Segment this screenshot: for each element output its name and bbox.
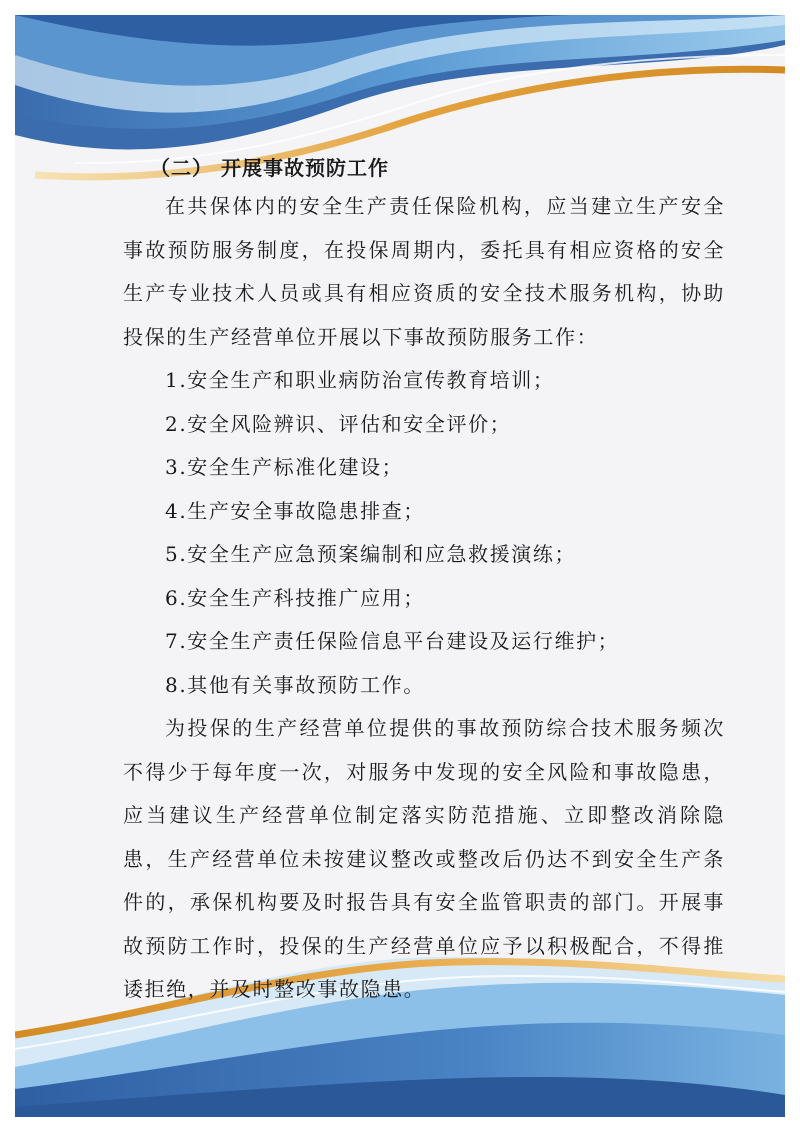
list-item: 2.安全风险辨识、评估和安全评价；: [165, 411, 512, 436]
list-item: 1.安全生产和职业病防治宣传教育培训；: [165, 368, 555, 392]
list-item: 5.安全生产应急预案编制和应急救援演练；: [165, 542, 577, 566]
closing-paragraph: 为投保的生产经营单位提供的事故预防综合技术服务频次不得少于每年度一次，对服务中发现的安全风险和事故隐患，应当建议生产经营单位制定落实防范措施、立即整改消除隐患，生产经营单位未按建议整改或整改后仍达不到安全生产条件的，承保机构要及时报告具有安全监管职责的部门。开展事故预防工作时，投保的生产经营单位应予以积极配合，不得推诿拒绝，并及时整改事故隐患。: [123, 716, 725, 1001]
section-heading: （二） 开展事故预防工作: [150, 156, 389, 180]
list-item: 8.其他有关事故预防工作。: [165, 672, 425, 697]
list-item: 7.安全生产责任保险信息平台建设及运行维护；: [165, 629, 620, 653]
service-list: [123, 359, 725, 707]
list-item: 3.安全生产标准化建设；: [165, 455, 404, 479]
document-page: [15, 15, 785, 1117]
intro-paragraph: 在共保体内的安全生产责任保险机构，应当建立生产安全事故预防服务制度，在投保周期内，委托具有相应资格的安全生产专业技术人员或具有相应资质的安全技术服务机构，协助投保的生产经营单位开展以下事故预防服务工作：: [123, 194, 725, 349]
document-content: [123, 151, 725, 1012]
list-item: 6.安全生产科技推广应用；: [165, 585, 425, 610]
list-item: 4.生产安全事故隐患排查；: [165, 498, 425, 523]
